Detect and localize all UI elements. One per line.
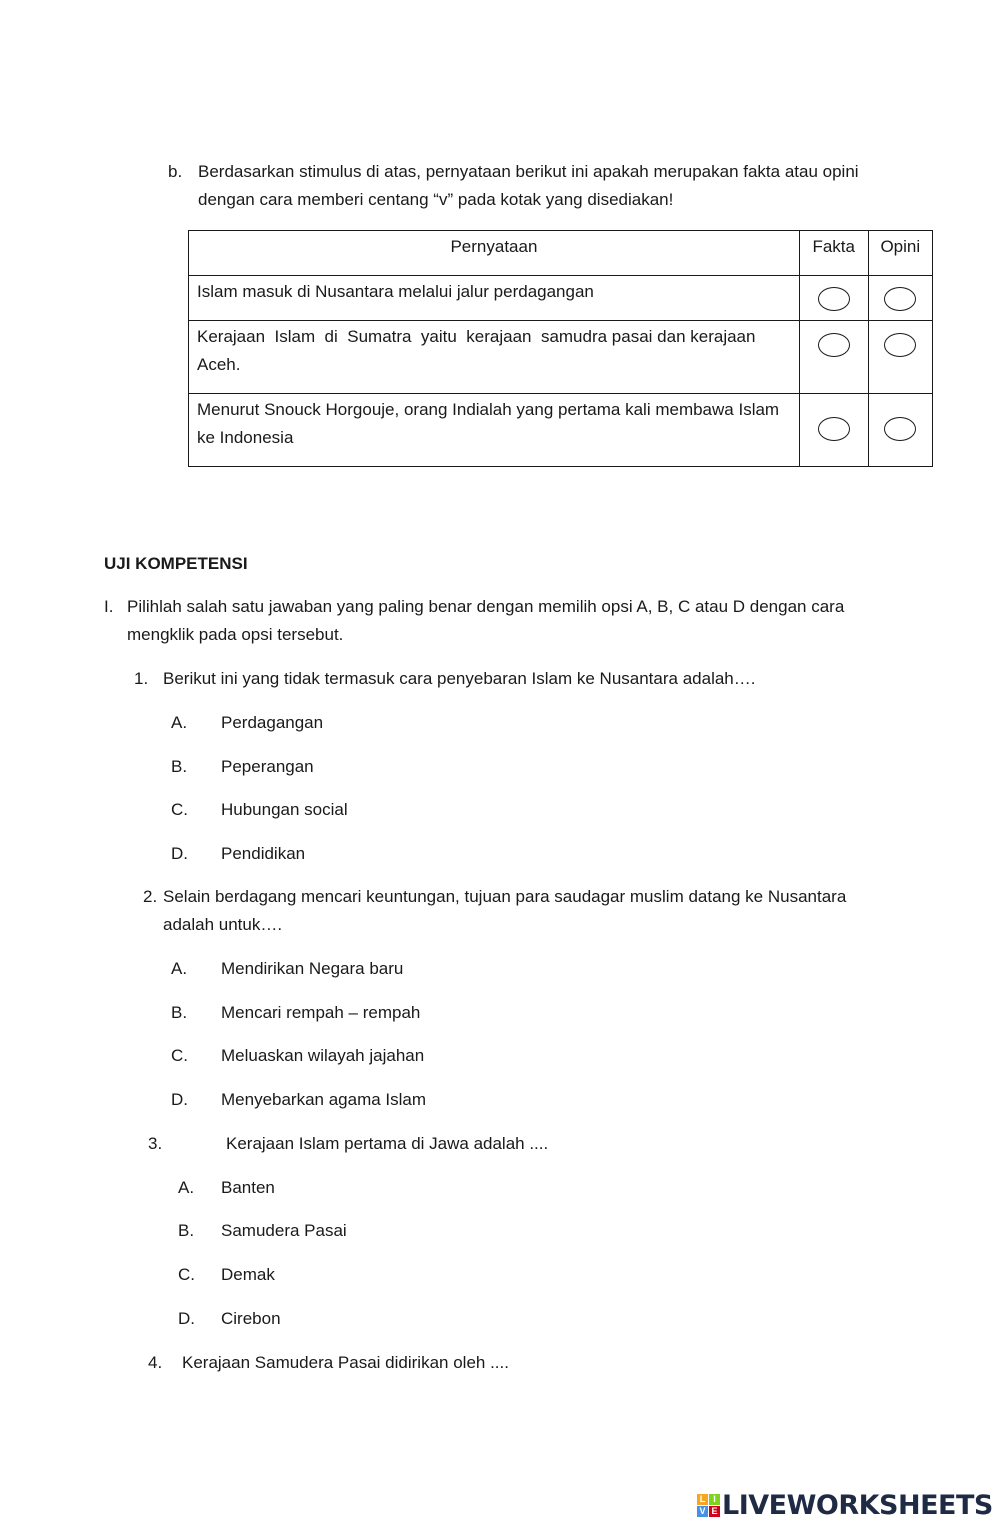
header-fakta: Fakta	[799, 231, 868, 276]
option-letter[interactable]: C.	[171, 800, 188, 819]
question-number: 3.	[148, 1134, 163, 1153]
option-text[interactable]: Banten	[221, 1178, 275, 1197]
option-letter[interactable]: A.	[171, 959, 188, 978]
statement-text: Kerajaan Islam di Sumatra yaitu kerajaan samudra pasai dan kerajaan Aceh.	[189, 321, 800, 394]
part-b-marker: b.	[168, 162, 183, 181]
question-text: Kerajaan Samudera Pasai didirikan oleh ....	[182, 1353, 509, 1372]
header-pernyataan: Pernyataan	[189, 231, 800, 276]
table-row	[189, 394, 933, 467]
option-text[interactable]: Pendidikan	[221, 844, 306, 863]
option-text[interactable]: Mencari rempah – rempah	[221, 1003, 421, 1022]
option-letter[interactable]: D.	[178, 1309, 195, 1328]
table-row	[189, 321, 933, 394]
option-text[interactable]: Perdagangan	[221, 713, 324, 732]
question-number: 2.	[143, 887, 158, 906]
part-b-instruction: Berdasarkan stimulus di atas, pernyataan berikut ini apakah merupakan fakta atau opini dengan cara memberi centang “v” pada kotak yang disediakan!	[198, 162, 859, 209]
option-text[interactable]: Meluaskan wilayah jajahan	[221, 1046, 425, 1065]
logo-mark-icon	[697, 1494, 720, 1517]
table-header-row	[189, 231, 933, 276]
option-letter[interactable]: D.	[171, 844, 188, 863]
fakta-radio[interactable]	[818, 287, 850, 311]
statement-text: Islam masuk di Nusantara melalui jalur perdagangan	[189, 276, 800, 321]
option-letter[interactable]: A.	[178, 1178, 195, 1197]
header-opini: Opini	[868, 231, 932, 276]
option-letter[interactable]: A.	[171, 713, 188, 732]
section-heading: UJI KOMPETENSI	[104, 554, 248, 573]
fakta-radio[interactable]	[818, 333, 850, 357]
logo-mark-letter: L	[697, 1494, 708, 1505]
option-letter[interactable]: D.	[171, 1090, 188, 1109]
option-text[interactable]: Cirebon	[221, 1309, 281, 1328]
instruction-text: Pilihlah salah satu jawaban yang paling benar dengan memilih opsi A, B, C atau D dengan cara mengklik pada opsi tersebut.	[127, 597, 845, 644]
table-row	[189, 276, 933, 321]
fact-opinion-table	[188, 230, 933, 467]
opini-radio[interactable]	[884, 417, 916, 441]
logo-text: LIVEWORKSHEETS	[722, 1489, 993, 1521]
option-text[interactable]: Peperangan	[221, 757, 314, 776]
question-text: Kerajaan Islam pertama di Jawa adalah ....	[226, 1134, 549, 1153]
logo-mark-letter: E	[709, 1506, 720, 1517]
opini-radio[interactable]	[884, 333, 916, 357]
option-letter[interactable]: C.	[171, 1046, 188, 1065]
logo-mark-letter: I	[709, 1494, 720, 1505]
statement-text: Menurut Snouck Horgouje, orang Indialah yang pertama kali membawa Islam ke Indonesia	[189, 394, 800, 467]
option-letter[interactable]: C.	[178, 1265, 195, 1284]
option-text[interactable]: Hubungan social	[221, 800, 348, 819]
logo-mark-letter: V	[697, 1506, 708, 1517]
opini-radio[interactable]	[884, 287, 916, 311]
question-text-body: Selain berdagang mencari keuntungan, tujuan para saudagar muslim datang ke Nusantara adalah untuk….	[163, 887, 847, 934]
question-text	[163, 883, 893, 939]
instruction-marker: I.	[104, 597, 114, 616]
option-letter[interactable]: B.	[178, 1221, 195, 1240]
option-letter[interactable]: B.	[171, 757, 188, 776]
fakta-radio[interactable]	[818, 417, 850, 441]
option-text[interactable]: Mendirikan Negara baru	[221, 959, 404, 978]
liveworksheets-logo	[697, 1487, 993, 1523]
question-number: 1.	[134, 669, 149, 688]
option-letter[interactable]: B.	[171, 1003, 188, 1022]
question-number: 4.	[148, 1353, 163, 1372]
option-text[interactable]: Menyebarkan agama Islam	[221, 1090, 427, 1109]
option-text[interactable]: Demak	[221, 1265, 275, 1284]
question-text: Berikut ini yang tidak termasuk cara penyebaran Islam ke Nusantara adalah….	[163, 669, 756, 688]
option-text[interactable]: Samudera Pasai	[221, 1221, 347, 1240]
